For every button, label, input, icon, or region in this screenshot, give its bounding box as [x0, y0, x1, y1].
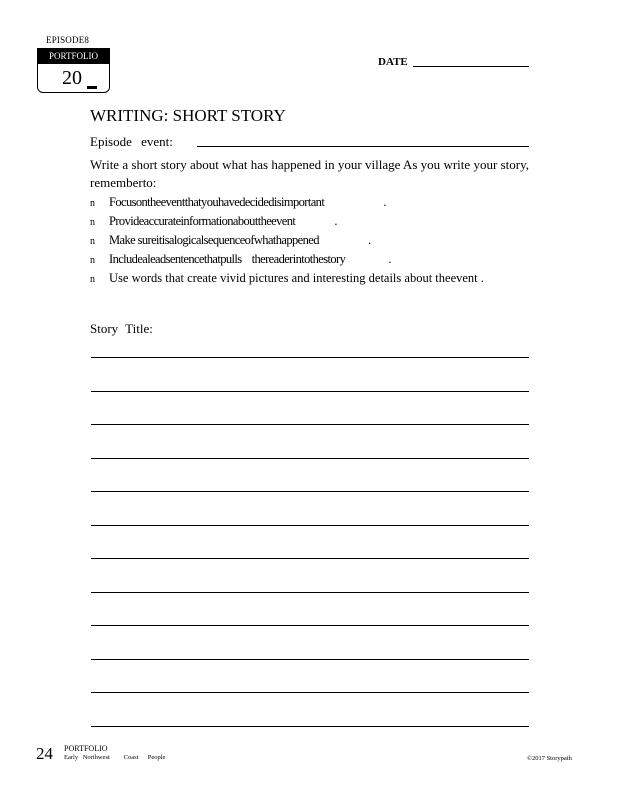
writing-line[interactable]: [91, 659, 529, 693]
writing-line[interactable]: [91, 525, 529, 559]
bullet-marker: n: [90, 274, 95, 285]
writing-line[interactable]: [91, 692, 529, 726]
episode-event-label: Episode event:: [90, 134, 173, 149]
instructions-paragraph: Write a short story about what has happened in your village As you write your story, rememberto:: [90, 157, 529, 190]
tip-text: Includealeadsentencethatpulls thereaderintothestory: [109, 252, 346, 266]
tip-text: Make sureitisalogicalsequenceofwhathappened: [109, 233, 319, 247]
bullet-marker: n: [90, 255, 95, 266]
footer-subtitle: Early Northwest Coast People: [64, 754, 166, 761]
portfolio-blank-line: [87, 86, 97, 89]
writing-area[interactable]: [91, 357, 529, 759]
writing-line[interactable]: [91, 458, 529, 492]
tips-list: [90, 193, 529, 288]
page-title: WRITING: SHORT STORY: [90, 106, 286, 125]
writing-line[interactable]: [91, 357, 529, 391]
tip-text: Provideaccurateinformationabouttheevent: [109, 214, 296, 228]
footer-portfolio-label: PORTFOLIO: [64, 744, 108, 753]
tip-trailing-dot: .: [368, 233, 372, 247]
writing-line[interactable]: [91, 592, 529, 626]
writing-line[interactable]: [91, 625, 529, 659]
story-title-label: Story Title:: [90, 321, 153, 336]
list-item: [90, 212, 529, 231]
writing-line[interactable]: [91, 391, 529, 425]
portfolio-badge-header: PORTFOLIO: [37, 48, 110, 64]
list-item: [90, 231, 529, 250]
tip-trailing-dot: .: [383, 195, 387, 209]
portfolio-number: 20: [62, 67, 82, 89]
tip-trailing-dot: .: [388, 252, 392, 266]
copyright-notice: ©2017 Storypath: [527, 755, 572, 762]
date-field-line[interactable]: [413, 66, 529, 67]
bullet-marker: n: [90, 217, 95, 228]
tip-trailing-dot: .: [334, 214, 338, 228]
episode-event-field-line[interactable]: [197, 146, 529, 147]
page-number: 24: [36, 744, 53, 763]
list-item: [90, 250, 529, 269]
date-label: DATE: [378, 56, 408, 68]
bullet-marker: n: [90, 236, 95, 247]
tip-text: Use words that create vivid pictures and interesting details about theevent .: [109, 271, 484, 285]
writing-line[interactable]: [91, 558, 529, 592]
list-item: [90, 193, 529, 212]
portfolio-badge: [37, 48, 110, 93]
list-item: [90, 269, 529, 288]
writing-line[interactable]: [91, 424, 529, 458]
bullet-marker: n: [90, 198, 95, 209]
episode-label-badge: EPISODE8: [46, 35, 90, 45]
writing-line[interactable]: [91, 491, 529, 525]
tip-text: Focusontheeventthatyouhavedecidedisimportant: [109, 195, 325, 209]
